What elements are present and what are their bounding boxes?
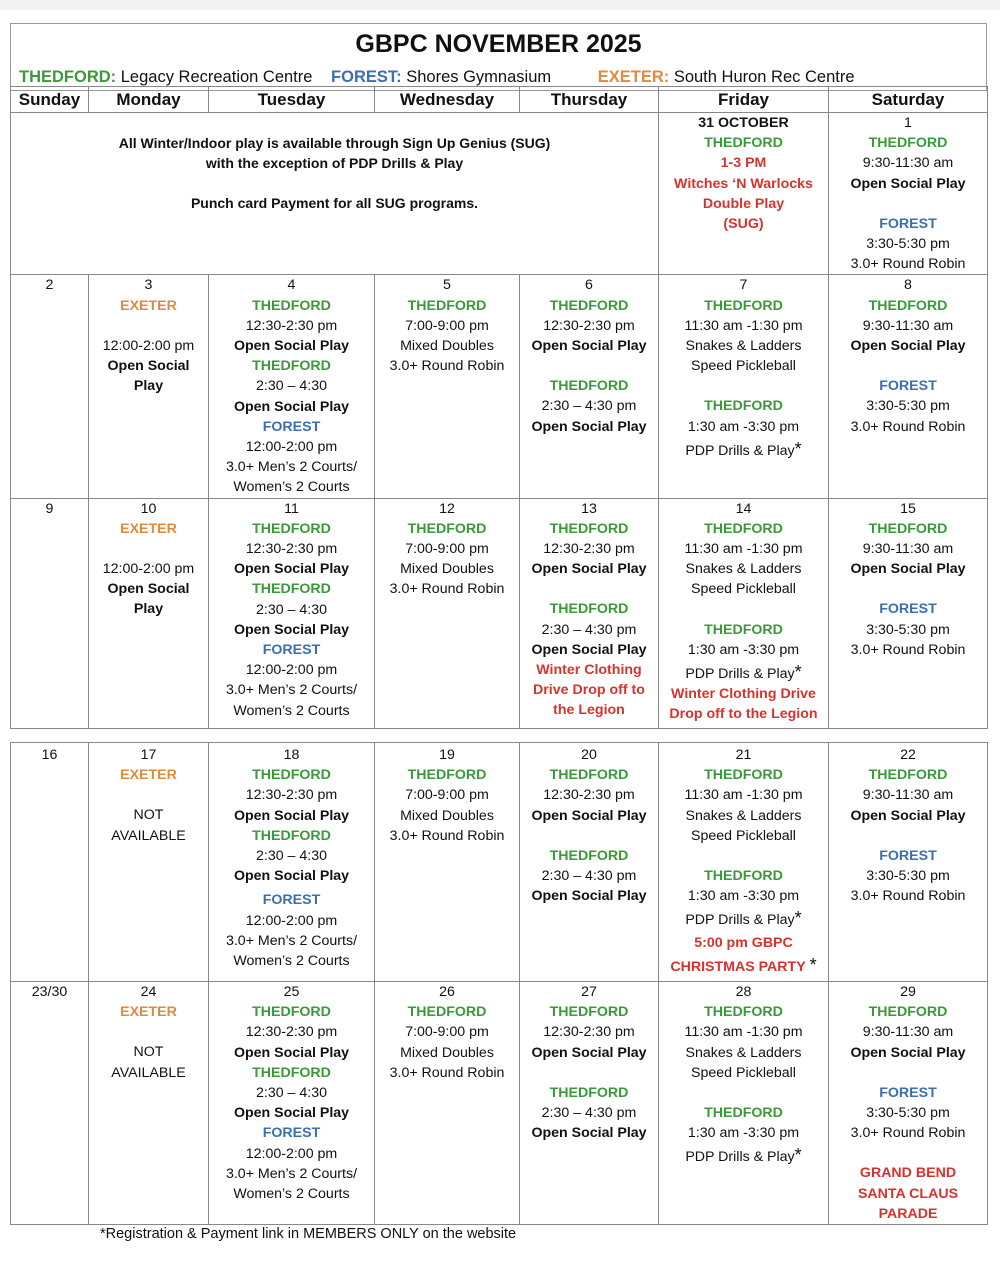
event-text: CHRISTMAS PARTY bbox=[670, 958, 806, 975]
date-label: 19 bbox=[439, 747, 455, 763]
location-label: THEDFORD bbox=[252, 581, 331, 598]
event-text: 3.0+ Round Robin bbox=[389, 358, 505, 375]
event-time: 2:30 – 4:30 pm bbox=[541, 621, 637, 638]
event-text: PARADE bbox=[878, 1205, 938, 1222]
pdp-line bbox=[659, 438, 828, 461]
calendar-header bbox=[10, 23, 987, 91]
event-text: Open Social Play bbox=[233, 338, 350, 355]
location-label: THEDFORD bbox=[704, 621, 783, 638]
location-label: THEDFORD bbox=[407, 520, 487, 537]
event-time: 1-3 PM bbox=[720, 155, 767, 172]
location-label: FOREST bbox=[262, 418, 321, 435]
day-cell-oct31 bbox=[659, 113, 829, 275]
event-text: 3.0+ Round Robin bbox=[850, 641, 966, 658]
day-cell bbox=[829, 275, 988, 498]
day-cell bbox=[375, 982, 520, 1225]
location-label: THEDFORD bbox=[704, 868, 783, 885]
day-header: Sunday bbox=[11, 87, 89, 113]
date-label: 14 bbox=[735, 500, 752, 517]
location-label: EXETER bbox=[120, 1004, 177, 1021]
day-cell bbox=[11, 275, 89, 498]
event-time: 7:00-9:00 pm bbox=[405, 787, 489, 804]
location-label: THEDFORD bbox=[868, 1004, 948, 1021]
date-label: 3 bbox=[144, 277, 153, 294]
event-time: 12:00-2:00 pm bbox=[245, 662, 338, 679]
date-label: 15 bbox=[900, 500, 916, 517]
asterisk: * bbox=[794, 662, 802, 683]
day-cell-nov1 bbox=[829, 113, 988, 275]
location-label: FOREST bbox=[879, 378, 937, 395]
event-time: 2:30 – 4:30 pm bbox=[541, 868, 637, 885]
day-cell bbox=[659, 498, 829, 728]
date-label: 1 bbox=[904, 115, 912, 131]
event-text: Open Social Play bbox=[233, 561, 350, 578]
event-text: AVAILABLE bbox=[111, 827, 186, 844]
location-label: THEDFORD bbox=[549, 601, 629, 618]
loc-exeter-key: EXETER: bbox=[597, 68, 670, 86]
day-cell bbox=[209, 982, 375, 1225]
asterisk: * bbox=[794, 1145, 802, 1166]
date-label: 13 bbox=[581, 500, 597, 517]
date-label: 2 bbox=[45, 277, 54, 294]
day-cell bbox=[89, 498, 209, 728]
location-label: THEDFORD bbox=[704, 398, 783, 415]
event-text: Speed Pickleball bbox=[691, 358, 796, 375]
day-cell bbox=[659, 982, 829, 1225]
day-cell bbox=[375, 498, 520, 728]
date-label: 28 bbox=[735, 984, 752, 1000]
event-time: 2:30 – 4:30 pm bbox=[541, 1105, 637, 1122]
event-time: 12:30-2:30 pm bbox=[543, 541, 635, 558]
event-text: Speed Pickleball bbox=[691, 1064, 796, 1081]
event-text: Open Social Play bbox=[850, 338, 966, 355]
date-label: 9 bbox=[45, 500, 54, 517]
location-label: FOREST bbox=[262, 892, 321, 909]
event-text: PDP Drills & Play bbox=[685, 1149, 795, 1166]
week-row-3 bbox=[11, 743, 988, 982]
date-label: 12 bbox=[439, 500, 455, 517]
location-label: THEDFORD bbox=[549, 297, 629, 314]
location-label: FOREST bbox=[262, 1125, 321, 1142]
event-text: Open Social bbox=[107, 581, 190, 598]
asterisk: * bbox=[794, 438, 802, 459]
day-header: Thursday bbox=[520, 87, 659, 113]
event-time: 2:30 – 4:30 bbox=[256, 848, 327, 865]
event-text: Drop off to the Legion bbox=[669, 706, 818, 723]
party-line bbox=[659, 954, 828, 977]
day-cell bbox=[659, 743, 829, 982]
location-label: THEDFORD bbox=[252, 297, 331, 314]
event-text: 3.0+ Men’s 2 Courts/ bbox=[225, 932, 358, 949]
event-text: (SUG) bbox=[723, 216, 764, 233]
day-header: Tuesday bbox=[209, 87, 375, 113]
date-label: 23/30 bbox=[31, 984, 68, 1000]
date-label: 16 bbox=[41, 747, 58, 763]
event-time: 3:30-5:30 pm bbox=[866, 1105, 950, 1122]
location-label: EXETER bbox=[120, 767, 177, 784]
event-time: 11:30 am -1:30 pm bbox=[684, 1024, 803, 1041]
intro-line: All Winter/Indoor play is available through Sign Up Genius (SUG) bbox=[118, 135, 551, 151]
event-text: Winter Clothing Drive bbox=[671, 686, 816, 703]
location-label: FOREST bbox=[262, 642, 321, 659]
event-time: 9:30-11:30 am bbox=[862, 155, 954, 172]
event-text: Open Social Play bbox=[850, 1044, 966, 1061]
day-cell bbox=[520, 275, 659, 498]
location-label: THEDFORD bbox=[704, 1004, 783, 1021]
loc-forest-name: Shores Gymnasium bbox=[406, 68, 552, 86]
event-text: Speed Pickleball bbox=[691, 827, 796, 844]
date-label: 27 bbox=[581, 984, 597, 1000]
location-label: FOREST bbox=[879, 215, 937, 232]
event-text: Open Social Play bbox=[531, 641, 647, 658]
event-text: Winter Clothing bbox=[536, 662, 642, 679]
location-label: THEDFORD bbox=[252, 827, 331, 844]
event-text: PDP Drills & Play bbox=[685, 666, 795, 683]
event-text: 3.0+ Round Robin bbox=[850, 418, 966, 435]
event-text: Mixed Doubles bbox=[400, 1044, 494, 1061]
event-time: 7:00-9:00 pm bbox=[405, 1024, 489, 1041]
location-label: THEDFORD bbox=[704, 1105, 783, 1122]
location-label: THEDFORD bbox=[549, 1084, 629, 1101]
loc-exeter-name: South Huron Rec Centre bbox=[673, 68, 855, 86]
event-time: 3:30-5:30 pm bbox=[866, 236, 950, 253]
location-label: THEDFORD bbox=[407, 297, 487, 314]
event-text: Open Social Play bbox=[531, 888, 647, 905]
event-text: 3.0+ Round Robin bbox=[389, 1064, 505, 1081]
page-title: GBPC NOVEMBER 2025 bbox=[355, 30, 642, 58]
location-label: EXETER bbox=[120, 297, 177, 314]
event-time: 12:30-2:30 pm bbox=[245, 1024, 338, 1041]
intro-note bbox=[11, 113, 659, 275]
event-text: GRAND BEND bbox=[859, 1165, 957, 1182]
event-time: 12:30-2:30 pm bbox=[543, 317, 635, 334]
event-time: 9:30-11:30 am bbox=[862, 1024, 954, 1041]
location-label: THEDFORD bbox=[868, 520, 948, 537]
top-strip bbox=[0, 0, 1000, 10]
intro-line: with the exception of PDP Drills & Play bbox=[205, 155, 464, 171]
event-time: 7:00-9:00 pm bbox=[405, 541, 489, 558]
location-label: FOREST bbox=[879, 1084, 937, 1101]
date-label: 4 bbox=[287, 277, 296, 294]
location-label: EXETER bbox=[120, 520, 177, 537]
date-label: 8 bbox=[904, 277, 912, 294]
event-text: the Legion bbox=[553, 702, 625, 719]
day-cell bbox=[520, 743, 659, 982]
event-text: 3.0+ Men’s 2 Courts/ bbox=[225, 1165, 358, 1182]
event-text: Snakes & Ladders bbox=[685, 338, 802, 355]
date-label: 10 bbox=[140, 500, 157, 517]
event-time: 12:30-2:30 pm bbox=[245, 541, 338, 558]
day-cell bbox=[11, 498, 89, 728]
event-text: Witches ‘N Warlocks bbox=[674, 175, 813, 192]
location-label: THEDFORD bbox=[704, 520, 783, 537]
day-cell bbox=[829, 498, 988, 728]
event-text: 3.0+ Round Robin bbox=[850, 888, 966, 905]
event-time: 9:30-11:30 am bbox=[862, 541, 954, 558]
event-text: 3.0+ Round Robin bbox=[389, 827, 505, 844]
event-time: 1:30 am -3:30 pm bbox=[687, 1125, 800, 1142]
event-time: 12:00-2:00 pm bbox=[245, 439, 338, 456]
event-text: Mixed Doubles bbox=[400, 561, 494, 578]
event-text: Open Social Play bbox=[531, 1044, 647, 1061]
event-text: Mixed Doubles bbox=[400, 338, 494, 355]
location-label: THEDFORD bbox=[549, 378, 629, 395]
event-text: Open Social Play bbox=[233, 1105, 350, 1122]
location-label: THEDFORD bbox=[549, 767, 629, 784]
event-time: 11:30 am -1:30 pm bbox=[684, 541, 803, 558]
event-text: Women’s 2 Courts bbox=[233, 702, 350, 719]
event-time: 9:30-11:30 am bbox=[862, 787, 954, 804]
day-cell bbox=[89, 982, 209, 1225]
event-text: 3.0+ Men’s 2 Courts/ bbox=[225, 682, 358, 699]
week-row-1 bbox=[11, 275, 988, 498]
date-label: 11 bbox=[284, 500, 299, 517]
event-time: 12:30-2:30 pm bbox=[245, 787, 338, 804]
event-text: Drive Drop off to bbox=[533, 682, 645, 699]
event-text: Double Play bbox=[702, 195, 785, 212]
location-label: THEDFORD bbox=[252, 520, 331, 537]
event-text: 5:00 pm GBPC bbox=[694, 934, 793, 951]
event-time: 12:00-2:00 pm bbox=[102, 337, 195, 354]
date-label: 22 bbox=[900, 747, 916, 763]
footnote: *Registration & Payment link in MEMBERS ONLY on the website bbox=[100, 1226, 517, 1242]
location-label: THEDFORD bbox=[868, 135, 948, 152]
event-text: PDP Drills & Play bbox=[685, 442, 795, 459]
event-text: 3.0+ Round Robin bbox=[850, 256, 966, 273]
event-time: 2:30 – 4:30 bbox=[256, 601, 327, 618]
location-label: THEDFORD bbox=[549, 847, 629, 864]
event-text: SANTA CLAUS bbox=[857, 1185, 959, 1202]
day-header: Saturday bbox=[829, 87, 988, 113]
event-text: Open Social Play bbox=[531, 807, 647, 824]
event-time: 12:00-2:00 pm bbox=[102, 561, 195, 578]
event-time: 1:30 am -3:30 pm bbox=[687, 418, 800, 435]
event-time: 2:30 – 4:30 pm bbox=[541, 398, 637, 415]
event-time: 1:30 am -3:30 pm bbox=[687, 888, 800, 905]
date-label: 29 bbox=[900, 984, 916, 1000]
event-text: Mixed Doubles bbox=[400, 807, 494, 824]
event-text: Snakes & Ladders bbox=[685, 1044, 802, 1061]
location-label: THEDFORD bbox=[407, 767, 487, 784]
event-text: Women’s 2 Courts bbox=[233, 1186, 350, 1203]
event-time: 12:00-2:00 pm bbox=[245, 912, 338, 929]
event-text: 3.0+ Round Robin bbox=[389, 581, 505, 598]
week-row-2 bbox=[11, 498, 988, 728]
event-text: 3.0+ Round Robin bbox=[850, 1125, 966, 1142]
day-cell bbox=[11, 982, 89, 1225]
event-text: Open Social Play bbox=[233, 1044, 350, 1061]
location-label: THEDFORD bbox=[252, 1064, 331, 1081]
date-label: 5 bbox=[443, 277, 451, 294]
asterisk: * bbox=[794, 908, 802, 929]
event-text: Open Social Play bbox=[850, 807, 966, 824]
loc-forest-key: FOREST: bbox=[331, 68, 402, 86]
date-label: 25 bbox=[283, 984, 300, 1000]
date-label: 20 bbox=[581, 747, 597, 763]
location-label: THEDFORD bbox=[704, 297, 783, 314]
loc-thedford-name: Legacy Recreation Centre bbox=[120, 68, 313, 86]
day-header: Friday bbox=[659, 87, 829, 113]
event-text: Open Social Play bbox=[531, 1125, 647, 1142]
location-label: THEDFORD bbox=[549, 1004, 629, 1021]
date-label: 26 bbox=[439, 984, 455, 1000]
day-cell bbox=[209, 743, 375, 982]
event-text: Open Social Play bbox=[850, 175, 966, 192]
event-text: Women’s 2 Courts bbox=[233, 479, 350, 496]
loc-thedford-key: THEDFORD: bbox=[19, 68, 117, 86]
event-time: 12:00-2:00 pm bbox=[245, 1145, 338, 1162]
day-cell bbox=[375, 275, 520, 498]
event-time: 2:30 – 4:30 bbox=[256, 1085, 327, 1102]
day-cell bbox=[209, 275, 375, 498]
day-cell bbox=[89, 275, 209, 498]
pdp-line bbox=[659, 1147, 828, 1167]
day-cell bbox=[89, 743, 209, 982]
day-cell bbox=[11, 743, 89, 982]
pdp-line bbox=[659, 910, 828, 930]
asterisk: * bbox=[809, 954, 817, 975]
location-label: THEDFORD bbox=[868, 297, 948, 314]
event-text: Open Social bbox=[107, 358, 190, 375]
intro-line: Punch card Payment for all SUG programs. bbox=[190, 195, 479, 211]
calendar-table-1 bbox=[10, 86, 988, 729]
event-time: 12:30-2:30 pm bbox=[245, 317, 338, 334]
event-text: Women’s 2 Courts bbox=[233, 953, 350, 970]
date-label: 24 bbox=[140, 984, 157, 1000]
location-label: THEDFORD bbox=[704, 135, 783, 152]
event-text: 3.0+ Men’s 2 Courts/ bbox=[225, 459, 358, 476]
day-cell bbox=[520, 498, 659, 728]
week-row-4 bbox=[11, 982, 988, 1225]
location-label: THEDFORD bbox=[252, 358, 331, 375]
date-label: 17 bbox=[140, 747, 157, 763]
location-label: THEDFORD bbox=[252, 767, 331, 784]
event-text: Snakes & Ladders bbox=[685, 561, 802, 578]
event-text: NOT bbox=[133, 1044, 164, 1061]
event-text: Play bbox=[133, 601, 164, 618]
day-header: Monday bbox=[89, 87, 209, 113]
event-text: Speed Pickleball bbox=[691, 581, 796, 598]
event-time: 2:30 – 4:30 bbox=[256, 378, 327, 395]
date-label: 31 OCTOBER bbox=[698, 115, 789, 131]
date-label: 6 bbox=[585, 277, 593, 294]
day-cell bbox=[659, 275, 829, 498]
location-label: FOREST bbox=[879, 601, 937, 618]
event-text: Open Social Play bbox=[850, 561, 966, 578]
calendar-table-2 bbox=[10, 742, 988, 1225]
pdp-line bbox=[659, 664, 828, 684]
event-text: AVAILABLE bbox=[111, 1064, 186, 1081]
day-cell bbox=[209, 498, 375, 728]
event-text: Open Social Play bbox=[531, 418, 647, 435]
event-time: 3:30-5:30 pm bbox=[866, 621, 950, 638]
event-text: Play bbox=[133, 378, 164, 395]
date-label: 18 bbox=[283, 747, 300, 763]
location-label: THEDFORD bbox=[407, 1004, 487, 1021]
weekday-header-row bbox=[11, 87, 988, 113]
event-text: Open Social Play bbox=[531, 338, 647, 355]
event-text: Open Social Play bbox=[233, 621, 350, 638]
location-label: THEDFORD bbox=[868, 767, 948, 784]
event-text: PDP Drills & Play bbox=[685, 912, 795, 929]
week-row-0 bbox=[11, 113, 988, 275]
location-label: THEDFORD bbox=[549, 520, 629, 537]
event-time: 12:30-2:30 pm bbox=[543, 787, 635, 804]
event-time: 12:30-2:30 pm bbox=[543, 1024, 635, 1041]
event-text: Open Social Play bbox=[233, 807, 350, 824]
event-time: 3:30-5:30 pm bbox=[866, 398, 950, 415]
location-label: THEDFORD bbox=[704, 767, 783, 784]
event-time: 3:30-5:30 pm bbox=[866, 868, 950, 885]
event-time: 11:30 am -1:30 pm bbox=[684, 787, 803, 804]
location-label: FOREST bbox=[879, 847, 937, 864]
event-text: Open Social Play bbox=[531, 561, 647, 578]
location-label: THEDFORD bbox=[252, 1004, 331, 1021]
day-cell bbox=[375, 743, 520, 982]
event-time: 9:30-11:30 am bbox=[862, 317, 954, 334]
event-text: Open Social Play bbox=[233, 398, 350, 415]
date-label: 21 bbox=[735, 747, 752, 763]
event-time: 1:30 am -3:30 pm bbox=[687, 641, 800, 658]
event-time: 11:30 am -1:30 pm bbox=[684, 317, 803, 334]
event-text: Open Social Play bbox=[233, 868, 350, 885]
event-text: NOT bbox=[133, 807, 164, 824]
day-cell bbox=[520, 982, 659, 1225]
date-label: 7 bbox=[739, 277, 748, 294]
event-time: 7:00-9:00 pm bbox=[405, 317, 489, 334]
day-cell bbox=[829, 982, 988, 1225]
day-cell bbox=[829, 743, 988, 982]
day-header: Wednesday bbox=[375, 87, 520, 113]
event-text: Snakes & Ladders bbox=[685, 807, 802, 824]
